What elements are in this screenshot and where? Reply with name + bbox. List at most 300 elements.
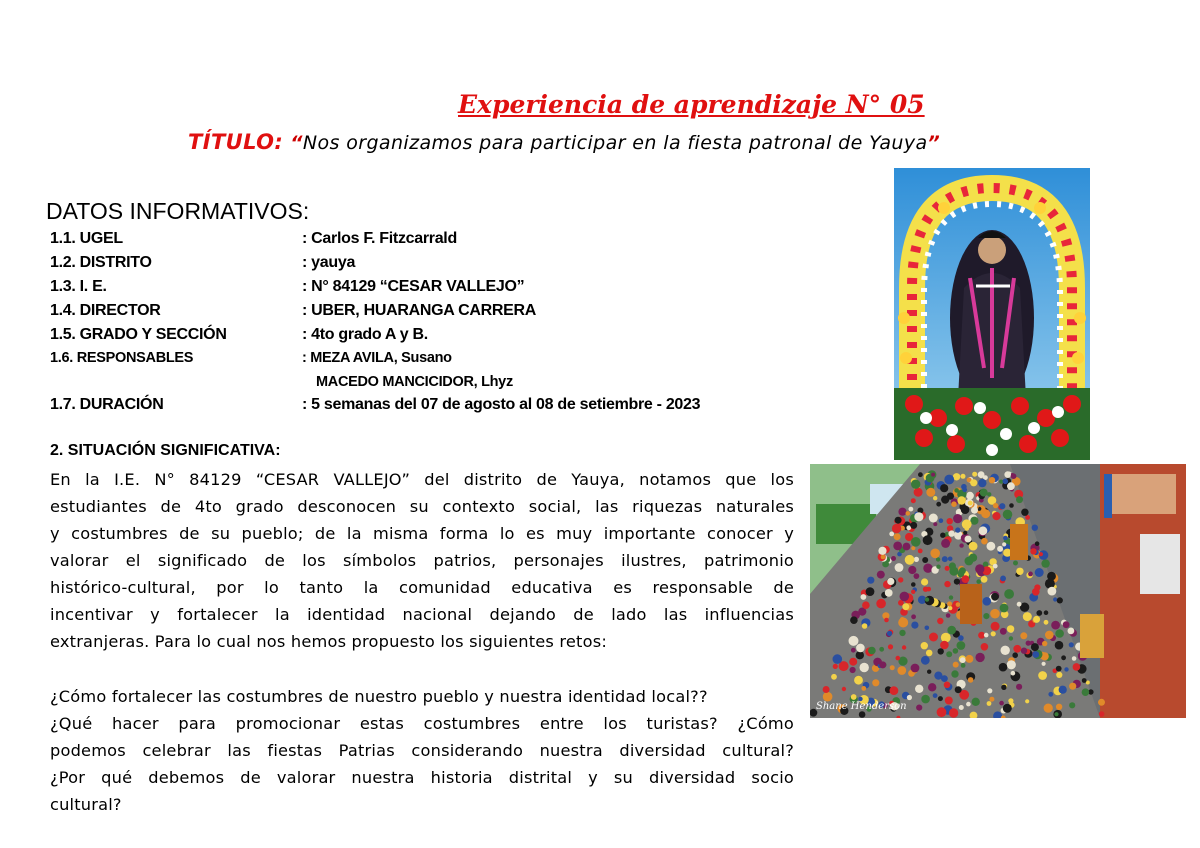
crowd-person	[888, 644, 893, 649]
crowd-person	[945, 697, 953, 705]
crowd-person	[1021, 648, 1027, 654]
crowd-person	[894, 533, 901, 540]
crowd-person	[900, 617, 905, 622]
crowd-person	[993, 564, 998, 569]
crowd-person	[918, 472, 923, 477]
crowd-person	[1055, 629, 1064, 638]
crowd-person	[896, 656, 901, 661]
info-value: : 5 semanas del 07 de agosto al 08 de setiembre - 2023	[302, 396, 701, 413]
crowd-person	[878, 547, 886, 555]
crowd-person	[823, 686, 830, 693]
crowd-person	[962, 575, 970, 583]
crowd-person	[978, 479, 986, 487]
crowd-person	[955, 527, 960, 532]
crowd-person	[1042, 662, 1046, 666]
crowd-person	[989, 697, 994, 702]
crowd-person	[947, 601, 952, 606]
crowd-person	[959, 567, 966, 574]
crowd-person	[961, 474, 966, 479]
crowd-person	[914, 512, 923, 521]
crowd-person	[934, 672, 942, 680]
paragraph-line: estudiantes de 4to grado desconocen su contexto social, las riquezas naturales	[50, 497, 794, 516]
crowd-person	[909, 507, 914, 512]
crowd-person	[937, 707, 947, 717]
crowd-person	[887, 631, 892, 636]
crowd-person	[951, 670, 958, 677]
crowd-person	[966, 492, 974, 500]
crowd-person	[1016, 496, 1023, 503]
crowd-person	[933, 522, 937, 526]
crowd-person	[1072, 656, 1077, 661]
crowd-person	[1035, 541, 1040, 546]
crowd-person	[921, 656, 930, 665]
crowd-person	[1055, 641, 1064, 650]
crowd-person	[975, 653, 984, 662]
crowd-person	[1013, 645, 1021, 653]
info-label: 1.1. UGEL	[50, 230, 123, 247]
paragraph-line: y costumbres de su pueblo; de la misma forma lo es muy importante conocer y	[50, 524, 794, 543]
crowd-person	[941, 539, 950, 548]
crowd-person	[1003, 704, 1012, 713]
crowd-person	[906, 511, 911, 516]
crowd-person	[1017, 602, 1022, 607]
crowd-person	[895, 563, 904, 572]
crowd-person	[1063, 621, 1070, 628]
crowd-person	[1064, 667, 1068, 671]
crowd-person	[962, 519, 972, 529]
crowd-person	[1003, 536, 1008, 541]
crowd-person	[925, 597, 929, 601]
crowd-person	[1033, 616, 1040, 623]
info-label: 1.7. DURACIÓN	[50, 396, 164, 413]
crowd-person	[900, 592, 910, 602]
crowd-person	[940, 641, 949, 650]
crowd-person	[957, 496, 965, 504]
crowd-person	[911, 498, 916, 503]
crowd-person	[948, 606, 952, 610]
crowd-person	[911, 664, 920, 673]
crowd-person	[921, 642, 928, 649]
titulo-close-quote: ”	[927, 132, 941, 154]
crowd-person	[893, 542, 902, 551]
crowd-person	[992, 512, 1000, 520]
crowd-person	[1053, 597, 1057, 601]
crowd-person	[1001, 685, 1006, 690]
crowd-person	[1004, 589, 1014, 599]
paragraph-line: ¿Qué hacer para promocionar estas costumbres entre los turistas? ¿Cómo	[50, 714, 794, 733]
crowd-person	[876, 599, 886, 609]
crowd-person	[1041, 559, 1049, 567]
crowd-person	[1003, 510, 1013, 520]
crowd-person	[1045, 631, 1054, 640]
crowd-person	[1030, 548, 1036, 554]
crowd-person	[993, 503, 998, 508]
crowd-person	[933, 496, 937, 500]
crowd-person	[879, 661, 886, 668]
crowd-person	[1032, 525, 1038, 531]
crowd-person	[1056, 666, 1062, 672]
crowd-person	[1069, 642, 1074, 647]
crowd-person	[1001, 646, 1010, 655]
crowd-person	[914, 573, 920, 579]
crowd-person	[970, 479, 977, 486]
crowd-person	[1082, 688, 1090, 696]
crowd-person	[884, 618, 889, 623]
crowd-person	[1051, 621, 1060, 630]
info-value: : MEZA AVILA, Susano	[302, 350, 452, 366]
crowd-person	[856, 644, 865, 653]
crowd-person	[976, 579, 981, 584]
photo-watermark: Shane Henderson	[816, 701, 907, 712]
crowd-person	[930, 549, 940, 559]
info-label: 1.4. DIRECTOR	[50, 302, 161, 319]
crowd-person	[903, 543, 911, 551]
crowd-person	[1011, 473, 1017, 479]
crowd-person	[902, 603, 909, 610]
crowd-person	[991, 631, 996, 636]
crowd-person	[833, 664, 838, 669]
crowd-person	[1007, 660, 1016, 669]
datos-informativos-heading: DATOS INFORMATIVOS:	[46, 198, 310, 224]
info-value: : UBER, HUARANGA CARRERA	[302, 302, 536, 319]
crowd-person	[953, 514, 962, 523]
crowd-person	[954, 579, 960, 585]
crowd-person	[968, 677, 974, 683]
crowd-person	[983, 597, 992, 606]
crowd-person	[899, 630, 905, 636]
crowd-person	[961, 505, 970, 514]
crowd-person	[1057, 597, 1063, 603]
crowd-person	[946, 651, 952, 657]
crowd-person	[963, 531, 967, 535]
paragraph-line: cultural?	[50, 795, 122, 814]
crowd-person	[890, 686, 899, 695]
crowd-person	[981, 509, 990, 518]
paragraph-line: incentivar y fortalecer la identidad nacional dejando de lado las influencias	[50, 605, 794, 624]
crowd-person	[939, 518, 944, 523]
crowd-person	[1016, 568, 1023, 575]
crowd-person	[944, 475, 954, 485]
crowd-person	[1098, 699, 1105, 706]
crowd-person	[948, 557, 953, 562]
crowd-person	[947, 626, 956, 635]
crowd-person	[890, 665, 895, 670]
crowd-person	[1000, 604, 1009, 613]
crowd-person	[877, 571, 885, 579]
crowd-person	[867, 577, 874, 584]
crowd-person	[1023, 612, 1032, 621]
crowd-person	[937, 618, 943, 624]
crowd-person	[881, 555, 886, 560]
crowd-person	[1011, 671, 1016, 676]
crowd-person	[966, 702, 971, 707]
crowd-person	[833, 654, 843, 664]
crowd-person	[1056, 704, 1062, 710]
crowd-person	[856, 651, 864, 659]
crowd-person	[927, 670, 931, 674]
crowd-person	[960, 657, 966, 663]
crowd-person	[898, 577, 903, 582]
crowd-person	[969, 542, 978, 551]
crowd-person	[953, 648, 959, 654]
crowd-person	[872, 679, 879, 686]
crowd-person	[1028, 572, 1033, 577]
crowd-person	[961, 663, 966, 668]
crowd-person	[1099, 711, 1105, 717]
crowd-person	[923, 564, 932, 573]
crowd-person	[940, 484, 948, 492]
crowd-person	[849, 658, 857, 666]
crowd-person	[1016, 684, 1022, 690]
crowd-person	[898, 508, 906, 516]
crowd-person	[851, 648, 856, 653]
crowd-person	[910, 522, 917, 529]
crowd-person	[911, 480, 920, 489]
crowd-person	[1044, 620, 1049, 625]
crowd-person	[891, 556, 896, 561]
crowd-person	[885, 589, 893, 597]
crowd-person	[862, 623, 868, 629]
info-value: : Carlos F. Fitzcarrald	[302, 230, 457, 247]
crowd-person	[1047, 572, 1056, 581]
crowd-person	[1056, 672, 1062, 678]
crowd-person	[889, 532, 894, 537]
crowd-photo-illustration	[810, 464, 1186, 718]
crowd-person	[991, 622, 1000, 631]
retos-paragraph	[50, 683, 794, 818]
paragraph-line: ¿Cómo fortalecer las costumbres de nuestro pueblo y nuestra identidad local??	[50, 687, 708, 706]
crowd-person	[957, 641, 966, 650]
crowd-person	[936, 565, 940, 569]
crowd-person	[965, 655, 973, 663]
crowd-person	[978, 471, 985, 478]
crowd-person	[948, 530, 954, 536]
crowd-person	[1042, 641, 1047, 646]
crowd-person	[999, 503, 1005, 509]
crowd-person	[861, 686, 866, 691]
crowd-person	[990, 609, 1000, 619]
crowd-person	[1020, 632, 1027, 639]
crowd-person	[911, 582, 916, 587]
crowd-person	[902, 645, 906, 649]
crowd-person	[923, 535, 933, 545]
titulo-label: TÍTULO:	[188, 130, 284, 154]
crowd-person	[1035, 568, 1044, 577]
info-value: : 4to grado A y B.	[302, 326, 428, 343]
crowd-person	[965, 557, 974, 566]
crowd-person	[911, 622, 918, 629]
crowd-person	[938, 696, 943, 701]
crowd-person	[956, 602, 961, 607]
crowd-person	[1054, 712, 1058, 716]
crowd-person	[983, 613, 989, 619]
crowd-person	[979, 526, 988, 535]
paragraph-line: histórico-cultural, por lo tanto la comunidad educativa es responsable de	[50, 578, 794, 597]
crowd-person	[905, 555, 915, 565]
info-value: MACEDO MANCICIDOR, Lhyz	[316, 374, 513, 390]
crowd-person	[911, 614, 916, 619]
crowd-person	[949, 567, 958, 576]
crowd-person	[959, 543, 963, 547]
crowd-person	[911, 537, 921, 547]
saint-photo	[894, 168, 1090, 460]
crowd-person	[849, 636, 859, 646]
crowd-person	[975, 564, 984, 573]
crowd-person	[1048, 587, 1057, 596]
crowd-person	[1012, 652, 1018, 658]
crowd-person	[999, 701, 1004, 706]
crowd-person	[1009, 636, 1013, 640]
crowd-person	[926, 488, 935, 497]
crowd-person	[972, 698, 980, 706]
crowd-person	[1036, 610, 1042, 616]
crowd-person	[850, 616, 858, 624]
info-label: 1.6. RESPONSABLES	[50, 350, 194, 366]
crowd-person	[916, 705, 922, 711]
info-label: 1.5. GRADO Y SECCIÓN	[50, 326, 227, 343]
crowd-person	[1013, 561, 1018, 566]
situacion-paragraph	[50, 466, 794, 655]
crowd-person	[1044, 704, 1053, 713]
crowd-person	[1082, 678, 1087, 683]
crowd-person	[887, 578, 894, 585]
crowd-person	[981, 576, 988, 583]
paragraph-line: extranjeras. Para lo cual nos hemos propuesto los siguientes retos:	[50, 632, 607, 651]
crowd-person	[850, 667, 856, 673]
saint-photo-illustration	[894, 168, 1090, 460]
crowd-person	[987, 542, 996, 551]
crowd-person	[936, 502, 941, 507]
crowd-person	[1061, 655, 1066, 660]
crowd-person	[928, 683, 936, 691]
crowd-person	[879, 647, 884, 652]
crowd-person	[972, 472, 977, 477]
crowd-person	[1069, 683, 1076, 690]
paragraph-line: valorar el significado de los símbolos patrios, personajes ilustres, patrimonio	[50, 551, 794, 570]
crowd-person	[1009, 503, 1014, 508]
crowd-person	[958, 635, 964, 641]
crowd-person	[980, 489, 988, 497]
crowd-person	[915, 685, 923, 693]
crowd-person	[1039, 552, 1043, 556]
crowd-person	[1073, 663, 1081, 671]
crowd-person	[929, 514, 938, 523]
crowd-person	[981, 643, 989, 651]
crowd-person	[1032, 651, 1039, 658]
info-value: : N° 84129 “CESAR VALLEJO”	[302, 278, 525, 295]
crowd-person	[1000, 576, 1006, 582]
info-value: : yauya	[302, 254, 356, 271]
crowd-person	[1048, 692, 1053, 697]
crowd-person	[895, 517, 902, 524]
crowd-person	[944, 682, 951, 689]
crowd-photo	[810, 464, 1186, 718]
crowd-person	[933, 693, 938, 698]
crowd-person	[1003, 479, 1009, 485]
crowd-person	[1025, 699, 1029, 703]
crowd-person	[987, 701, 992, 706]
crowd-person	[922, 557, 928, 563]
titulo-line	[188, 130, 940, 154]
crowd-person	[859, 711, 866, 718]
crowd-person	[999, 663, 1008, 672]
crowd-person	[862, 601, 870, 609]
crowd-person	[968, 501, 973, 506]
info-label: 1.2. DISTRITO	[50, 254, 152, 271]
crowd-person	[868, 647, 876, 655]
crowd-person	[949, 708, 958, 717]
crowd-person	[926, 587, 931, 592]
crowd-person	[989, 477, 995, 483]
crowd-person	[929, 633, 938, 642]
titulo-open-quote: “	[283, 132, 303, 154]
crowd-person	[955, 686, 962, 693]
crowd-person	[1000, 628, 1007, 635]
crowd-person	[861, 594, 867, 600]
crowd-person	[945, 566, 950, 571]
crowd-person	[921, 695, 930, 704]
crowd-person	[1021, 509, 1028, 516]
paragraph-line: ¿Por qué debemos de valorar nuestra historia distrital y su diversidad socio	[50, 768, 794, 787]
crowd-person	[997, 546, 1003, 552]
crowd-person	[897, 666, 906, 675]
crowd-person	[842, 687, 846, 691]
crowd-person	[947, 518, 953, 524]
crowd-person	[1031, 643, 1039, 651]
crowd-person	[914, 557, 919, 562]
crowd-person	[946, 613, 951, 618]
paragraph-line: podemos celebrar las fiestas Patrias considerando nuestra diversidad cultural?	[50, 741, 794, 760]
crowd-person	[959, 705, 964, 710]
crowd-person	[926, 650, 933, 657]
crowd-person	[908, 566, 916, 574]
titulo-text: Nos organizamos para participar en la fiesta patronal de Yauya	[302, 132, 928, 154]
crowd-person	[938, 648, 944, 654]
paragraph-line: En la I.E. N° 84129 “CESAR VALLEJO” del distrito de Yauya, notamos que los	[50, 470, 794, 489]
crowd-person	[984, 633, 989, 638]
info-label: 1.3. I. E.	[50, 278, 107, 295]
crowd-person	[1002, 542, 1006, 546]
crowd-person	[921, 578, 928, 585]
crowd-person	[941, 496, 949, 504]
crowd-person	[942, 556, 948, 562]
crowd-person	[1044, 610, 1049, 615]
crowd-person	[1059, 686, 1067, 694]
crowd-person	[944, 581, 950, 587]
crowd-person	[1032, 588, 1040, 596]
crowd-person	[1007, 625, 1014, 632]
experience-title: Experiencia de aprendizaje N° 05	[458, 90, 925, 119]
crowd-person	[925, 626, 930, 631]
crowd-person	[987, 688, 992, 693]
crowd-person	[981, 538, 988, 545]
crowd-person	[914, 488, 923, 497]
crowd-person	[907, 695, 912, 700]
crowd-person	[866, 587, 875, 596]
crowd-person	[962, 487, 967, 492]
situacion-heading: 2. SITUACIÓN SIGNIFICATIVA:	[50, 442, 281, 459]
crowd-person	[965, 536, 972, 543]
crowd-person	[1068, 628, 1075, 635]
crowd-person	[940, 533, 945, 538]
crowd-person	[991, 593, 999, 601]
crowd-person	[953, 662, 959, 668]
crowd-person	[1069, 702, 1075, 708]
crowd-person	[1038, 671, 1047, 680]
crowd-person	[918, 549, 923, 554]
crowd-person	[951, 501, 957, 507]
crowd-person	[851, 694, 857, 700]
